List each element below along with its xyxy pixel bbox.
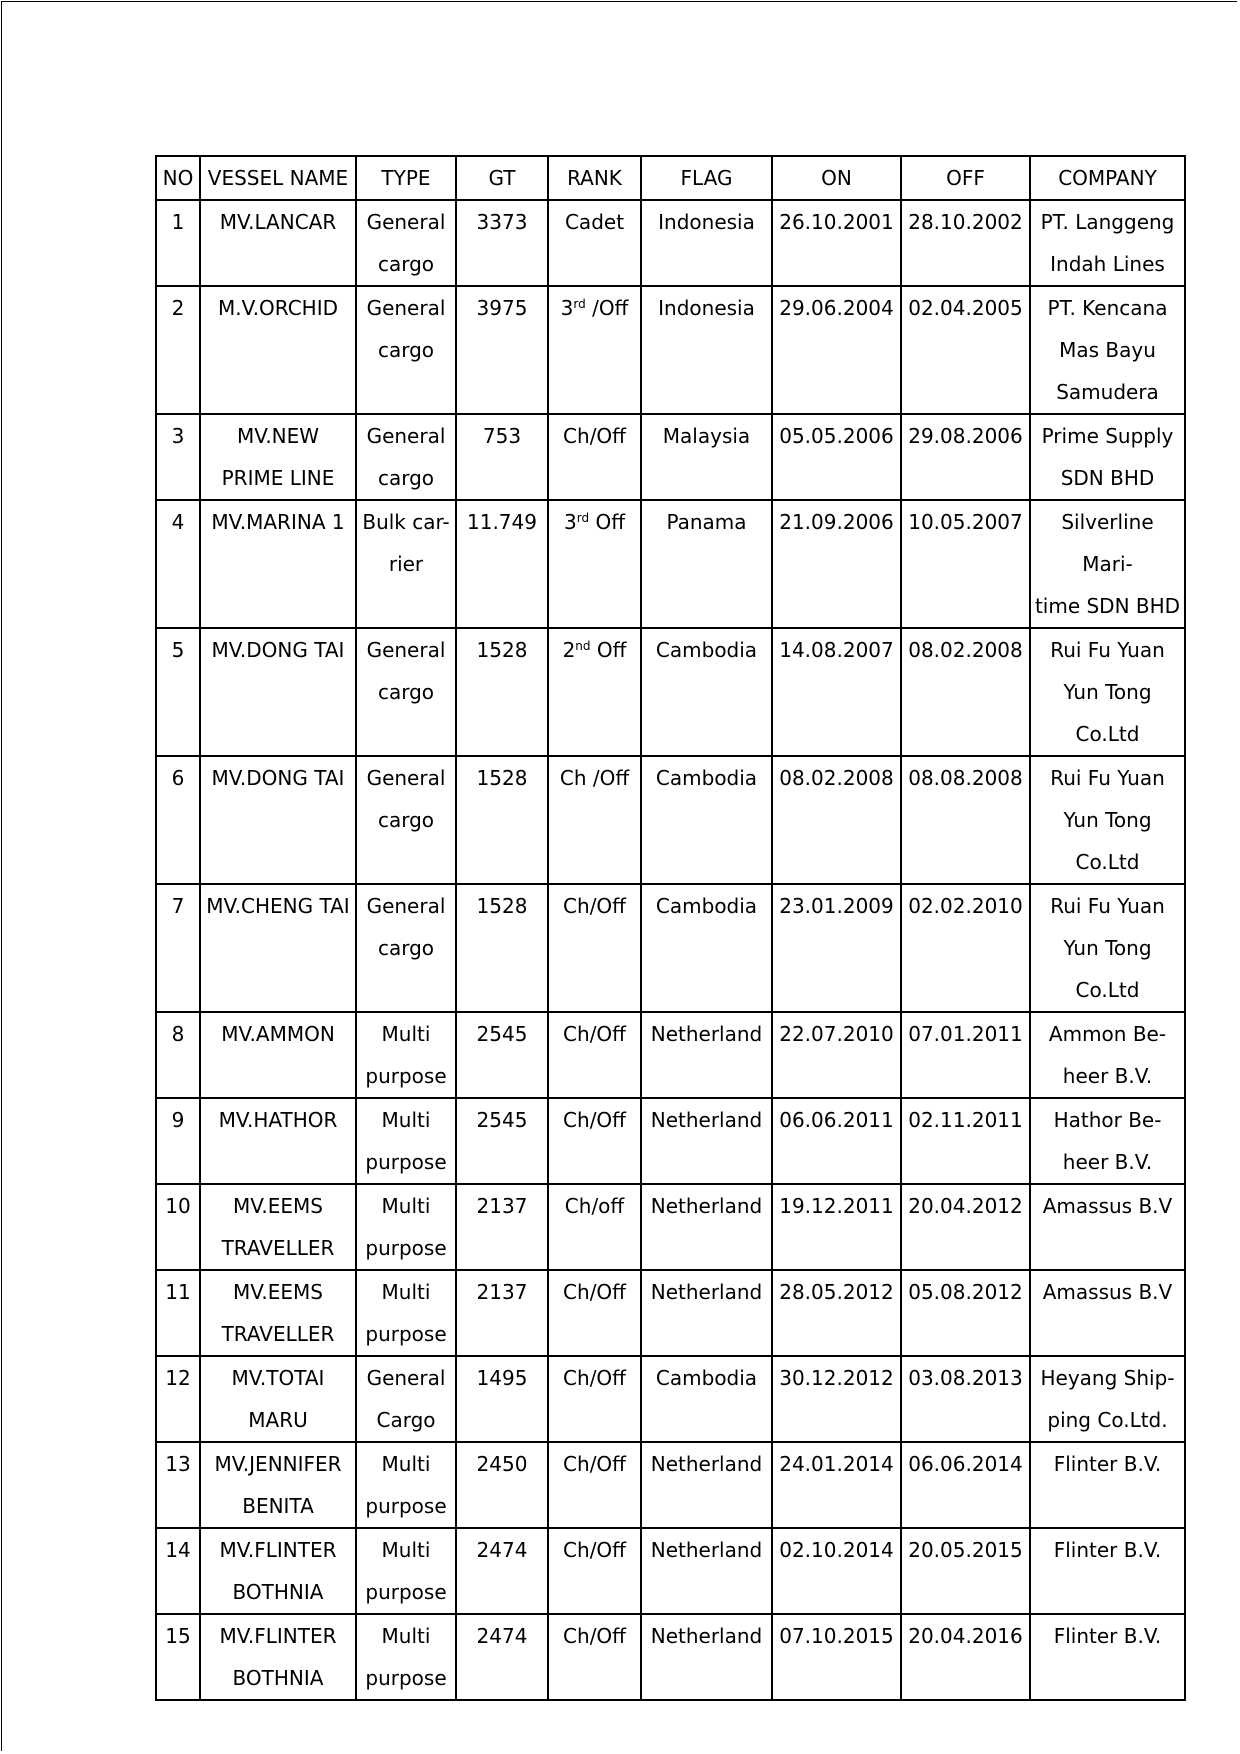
cell-on: 19.12.2011 — [772, 1184, 901, 1270]
cell-company-line: ping Co.Ltd. — [1047, 1408, 1168, 1432]
cell-type-line: General — [366, 296, 446, 320]
cell-on: 23.01.2009 — [772, 884, 901, 1012]
cell-vessel-name-line: MV.NEW — [236, 424, 320, 448]
cell-on: 08.02.2008 — [772, 756, 901, 884]
cell-type-line: Multi — [381, 1022, 431, 1046]
cell-off: 20.04.2016 — [901, 1614, 1030, 1700]
cell-company — [1030, 414, 1185, 500]
table-row — [156, 1098, 1185, 1184]
cell-type-line: purpose — [365, 1150, 447, 1174]
header-flag: FLAG — [641, 156, 772, 200]
cell-no: 2 — [156, 286, 200, 414]
cell-company — [1030, 1528, 1185, 1614]
cell-gt: 11.749 — [456, 500, 548, 628]
cell-flag: Netherland — [641, 1098, 772, 1184]
rank-sup: rd — [576, 511, 590, 525]
rank-pre: Ch/Off — [563, 1108, 626, 1132]
cell-gt: 1495 — [456, 1356, 548, 1442]
cell-company-line: Amassus B.V — [1042, 1280, 1173, 1304]
cell-type-line: Multi — [381, 1452, 431, 1476]
cell-vessel-name-line: BOTHNIA — [232, 1666, 324, 1690]
cell-rank — [548, 1442, 641, 1528]
cell-company-line: Samudera — [1056, 380, 1159, 404]
cell-company-line: Co.Ltd — [1075, 850, 1140, 874]
cell-off: 02.04.2005 — [901, 286, 1030, 414]
cell-type-line: cargo — [377, 252, 435, 276]
cell-company-line: heer B.V. — [1062, 1064, 1153, 1088]
table-row — [156, 414, 1185, 500]
header-off: OFF — [901, 156, 1030, 200]
cell-type — [356, 1614, 456, 1700]
cell-vessel-name-line: MV.EEMS — [233, 1280, 323, 1304]
cell-no: 5 — [156, 628, 200, 756]
cell-type — [356, 1184, 456, 1270]
cell-off: 05.08.2012 — [901, 1270, 1030, 1356]
cell-vessel-name — [200, 1270, 356, 1356]
cell-on: 14.08.2007 — [772, 628, 901, 756]
cell-company-line: Rui Fu Yuan — [1050, 766, 1165, 790]
header-rank: RANK — [548, 156, 641, 200]
cell-vessel-name-line: MV.DONG TAI — [211, 766, 345, 790]
cell-type — [356, 1442, 456, 1528]
cell-vessel-name — [200, 414, 356, 500]
table-row — [156, 1528, 1185, 1614]
cell-company — [1030, 286, 1185, 414]
cell-type — [356, 1270, 456, 1356]
cell-off: 08.02.2008 — [901, 628, 1030, 756]
cell-off: 08.08.2008 — [901, 756, 1030, 884]
cell-vessel-name-line: MV.AMMON — [221, 1022, 335, 1046]
cell-off: 20.04.2012 — [901, 1184, 1030, 1270]
cell-vessel-name-line: MV.FLINTER — [219, 1624, 337, 1648]
cell-gt: 3373 — [456, 200, 548, 286]
cell-off: 20.05.2015 — [901, 1528, 1030, 1614]
cell-type-line: General — [366, 894, 446, 918]
cell-off: 28.10.2002 — [901, 200, 1030, 286]
cell-company-line: Silverline Mari- — [1061, 510, 1154, 576]
cell-vessel-name-line: MV.FLINTER — [219, 1538, 337, 1562]
cell-gt: 2545 — [456, 1012, 548, 1098]
cell-rank — [548, 500, 641, 628]
table-row — [156, 1184, 1185, 1270]
cell-vessel-name-line: MV.MARINA 1 — [211, 510, 345, 534]
cell-company — [1030, 1356, 1185, 1442]
cell-on: 24.01.2014 — [772, 1442, 901, 1528]
cell-vessel-name-line: BOTHNIA — [232, 1580, 324, 1604]
cell-type — [356, 628, 456, 756]
cell-company-line: Ammon Be- — [1048, 1022, 1167, 1046]
cell-type-line: Multi — [381, 1194, 431, 1218]
cell-type — [356, 1098, 456, 1184]
rank-post: /Off — [585, 296, 629, 320]
cell-flag: Cambodia — [641, 1356, 772, 1442]
cell-company — [1030, 756, 1185, 884]
cell-type-line: cargo — [377, 808, 435, 832]
cell-vessel-name — [200, 1614, 356, 1700]
cell-type-line: cargo — [377, 680, 435, 704]
cell-no: 11 — [156, 1270, 200, 1356]
cell-type-line: Multi — [381, 1624, 431, 1648]
cell-vessel-name — [200, 1012, 356, 1098]
cell-no: 12 — [156, 1356, 200, 1442]
rank-pre: Ch/Off — [563, 1022, 626, 1046]
cell-type-line: cargo — [377, 338, 435, 362]
cell-type — [356, 286, 456, 414]
table-row — [156, 756, 1185, 884]
cell-company-line: Rui Fu Yuan — [1050, 894, 1165, 918]
cell-vessel-name — [200, 628, 356, 756]
cell-type-line: purpose — [365, 1666, 447, 1690]
cell-on: 22.07.2010 — [772, 1012, 901, 1098]
cell-off: 10.05.2007 — [901, 500, 1030, 628]
rank-pre: 3 — [560, 296, 574, 320]
cell-vessel-name — [200, 756, 356, 884]
cell-type-line: rier — [388, 552, 424, 576]
cell-company-line: Hathor Be- — [1053, 1108, 1162, 1132]
cell-vessel-name-line: M.V.ORCHID — [217, 296, 339, 320]
cell-type-line: General — [366, 766, 446, 790]
cell-off: 02.11.2011 — [901, 1098, 1030, 1184]
cell-off: 03.08.2013 — [901, 1356, 1030, 1442]
rank-pre: Ch/Off — [563, 894, 626, 918]
cell-company — [1030, 884, 1185, 1012]
cell-company-line: Flinter B.V. — [1053, 1452, 1162, 1476]
cell-type — [356, 756, 456, 884]
cell-gt: 2474 — [456, 1528, 548, 1614]
cell-off: 07.01.2011 — [901, 1012, 1030, 1098]
cell-type-line: Multi — [381, 1280, 431, 1304]
rank-post: Off — [589, 510, 625, 534]
cell-vessel-name — [200, 286, 356, 414]
cell-flag: Cambodia — [641, 884, 772, 1012]
cell-on: 30.12.2012 — [772, 1356, 901, 1442]
cell-no: 1 — [156, 200, 200, 286]
rank-post: Off — [590, 638, 627, 662]
cell-vessel-name — [200, 200, 356, 286]
table-row — [156, 884, 1185, 1012]
cell-type-line: purpose — [365, 1494, 447, 1518]
cell-on: 07.10.2015 — [772, 1614, 901, 1700]
cell-type-line: Multi — [381, 1538, 431, 1562]
table-row — [156, 286, 1185, 414]
cell-on: 05.05.2006 — [772, 414, 901, 500]
cell-flag: Malaysia — [641, 414, 772, 500]
cell-company-line: time SDN BHD — [1034, 594, 1181, 618]
cell-type-line: General — [366, 638, 446, 662]
cell-company-line: Rui Fu Yuan — [1050, 638, 1165, 662]
cell-rank — [548, 1528, 641, 1614]
cell-type — [356, 1356, 456, 1442]
cell-rank — [548, 1184, 641, 1270]
cell-vessel-name — [200, 500, 356, 628]
header-gt: GT — [456, 156, 548, 200]
cell-type-line: General — [366, 210, 446, 234]
cell-no: 6 — [156, 756, 200, 884]
cell-company-line: Yun Tong — [1063, 936, 1152, 960]
cell-company — [1030, 1184, 1185, 1270]
cell-type-line: purpose — [365, 1064, 447, 1088]
rank-pre: Cadet — [564, 210, 625, 234]
cell-company-line: Yun Tong — [1063, 808, 1152, 832]
table-row — [156, 1012, 1185, 1098]
cell-company-line: Yun Tong — [1063, 680, 1152, 704]
cell-company — [1030, 628, 1185, 756]
rank-pre: Ch/Off — [563, 1624, 626, 1648]
cell-no: 4 — [156, 500, 200, 628]
cell-company-line: Prime Supply — [1041, 424, 1174, 448]
cell-type-line: purpose — [365, 1580, 447, 1604]
cell-on: 29.06.2004 — [772, 286, 901, 414]
cell-no: 9 — [156, 1098, 200, 1184]
cell-off: 29.08.2006 — [901, 414, 1030, 500]
rank-pre: Ch /Off — [559, 766, 630, 790]
cell-company — [1030, 1012, 1185, 1098]
table-row — [156, 1442, 1185, 1528]
cell-flag: Indonesia — [641, 286, 772, 414]
cell-company-line: Heyang Ship- — [1040, 1366, 1175, 1390]
cell-company-line: PT. Langgeng — [1040, 210, 1175, 234]
cell-type — [356, 884, 456, 1012]
rank-pre: Ch/Off — [563, 1538, 626, 1562]
cell-type-line: cargo — [377, 466, 435, 490]
table-row — [156, 200, 1185, 286]
cell-flag: Netherland — [641, 1012, 772, 1098]
table-row — [156, 628, 1185, 756]
cell-company — [1030, 1270, 1185, 1356]
cell-gt: 753 — [456, 414, 548, 500]
cell-type-line: Bulk car- — [362, 510, 450, 534]
cell-gt: 2545 — [456, 1098, 548, 1184]
cell-type-line: General — [366, 1366, 446, 1390]
cell-off: 06.06.2014 — [901, 1442, 1030, 1528]
cell-vessel-name — [200, 1184, 356, 1270]
header-type: TYPE — [356, 156, 456, 200]
cell-gt: 3975 — [456, 286, 548, 414]
cell-rank — [548, 756, 641, 884]
cell-company-line: Mas Bayu — [1059, 338, 1156, 362]
cell-no: 8 — [156, 1012, 200, 1098]
rank-pre: Ch/Off — [563, 424, 626, 448]
cell-rank — [548, 884, 641, 1012]
cell-gt: 2474 — [456, 1614, 548, 1700]
cell-company-line: Flinter B.V. — [1053, 1624, 1162, 1648]
cell-vessel-name-line: MV.CHENG TAI — [206, 894, 350, 918]
cell-vessel-name — [200, 1442, 356, 1528]
cell-vessel-name-line: MV.LANCAR — [219, 210, 337, 234]
rank-pre: Ch/Off — [563, 1452, 626, 1476]
cell-type-line: Cargo — [376, 1408, 436, 1432]
cell-rank — [548, 414, 641, 500]
cell-vessel-name-line: MV.EEMS — [233, 1194, 323, 1218]
cell-vessel-name-line: BENITA — [242, 1494, 314, 1518]
cell-company-line: Amassus B.V — [1042, 1194, 1173, 1218]
cell-company — [1030, 200, 1185, 286]
cell-company — [1030, 1442, 1185, 1528]
cell-no: 15 — [156, 1614, 200, 1700]
table-row — [156, 1270, 1185, 1356]
cell-rank — [548, 1012, 641, 1098]
cell-on: 21.09.2006 — [772, 500, 901, 628]
cell-gt: 2137 — [456, 1270, 548, 1356]
cell-flag: Netherland — [641, 1614, 772, 1700]
cell-on: 26.10.2001 — [772, 200, 901, 286]
header-on: ON — [772, 156, 901, 200]
cell-vessel-name-line: MV.TOTAI — [231, 1366, 325, 1390]
sea-service-table — [155, 155, 1186, 1701]
rank-pre: Ch/Off — [563, 1280, 626, 1304]
cell-vessel-name — [200, 884, 356, 1012]
table-row — [156, 1356, 1185, 1442]
cell-type — [356, 200, 456, 286]
cell-flag: Panama — [641, 500, 772, 628]
cell-rank — [548, 1356, 641, 1442]
cell-company-line: Co.Ltd — [1075, 722, 1140, 746]
cell-rank — [548, 1614, 641, 1700]
cell-company-line: Indah Lines — [1050, 252, 1165, 276]
cell-flag: Netherland — [641, 1270, 772, 1356]
cell-company — [1030, 1098, 1185, 1184]
cell-type-line: purpose — [365, 1236, 447, 1260]
cell-on: 06.06.2011 — [772, 1098, 901, 1184]
cell-vessel-name — [200, 1528, 356, 1614]
cell-vessel-name-line: MV.JENNIFER — [214, 1452, 342, 1476]
cell-type-line: cargo — [377, 936, 435, 960]
cell-flag: Cambodia — [641, 756, 772, 884]
cell-on: 02.10.2014 — [772, 1528, 901, 1614]
cell-vessel-name-line: TRAVELLER — [221, 1236, 335, 1260]
cell-type-line: purpose — [365, 1322, 447, 1346]
cell-vessel-name-line: PRIME LINE — [221, 466, 335, 490]
cell-vessel-name-line: MV.HATHOR — [218, 1108, 338, 1132]
cell-no: 13 — [156, 1442, 200, 1528]
table-row — [156, 1614, 1185, 1700]
cell-rank — [548, 1270, 641, 1356]
rank-pre: Ch/off — [564, 1194, 625, 1218]
cell-flag: Indonesia — [641, 200, 772, 286]
rank-pre: 3 — [564, 510, 577, 534]
cell-flag: Netherland — [641, 1442, 772, 1528]
cell-rank — [548, 1098, 641, 1184]
rank-sup: rd — [573, 297, 586, 311]
cell-gt: 1528 — [456, 756, 548, 884]
cell-off: 02.02.2010 — [901, 884, 1030, 1012]
cell-vessel-name-line: MARU — [248, 1408, 308, 1432]
cell-company-line: PT. Kencana — [1047, 296, 1168, 320]
cell-vessel-name-line: TRAVELLER — [221, 1322, 335, 1346]
cell-type — [356, 500, 456, 628]
cell-rank — [548, 628, 641, 756]
rank-pre: Ch/Off — [563, 1366, 626, 1390]
cell-company — [1030, 500, 1185, 628]
cell-no: 3 — [156, 414, 200, 500]
cell-rank — [548, 200, 641, 286]
cell-gt: 2450 — [456, 1442, 548, 1528]
cell-no: 10 — [156, 1184, 200, 1270]
cell-gt: 2137 — [456, 1184, 548, 1270]
header-company: COMPANY — [1030, 156, 1185, 200]
cell-company-line: Co.Ltd — [1075, 978, 1140, 1002]
cell-company-line: Flinter B.V. — [1053, 1538, 1162, 1562]
header-vessel-name: VESSEL NAME — [200, 156, 356, 200]
header-row — [156, 156, 1185, 200]
cell-vessel-name-line: MV.DONG TAI — [211, 638, 345, 662]
rank-sup: nd — [575, 639, 591, 653]
cell-no: 7 — [156, 884, 200, 1012]
cell-type-line: General — [366, 424, 446, 448]
rank-pre: 2 — [562, 638, 576, 662]
cell-flag: Netherland — [641, 1184, 772, 1270]
cell-type — [356, 1012, 456, 1098]
cell-company-line: heer B.V. — [1062, 1150, 1153, 1174]
cell-rank — [548, 286, 641, 414]
table-body — [156, 200, 1185, 1700]
cell-no: 14 — [156, 1528, 200, 1614]
header-no: NO — [156, 156, 200, 200]
cell-type — [356, 1528, 456, 1614]
cell-flag: Cambodia — [641, 628, 772, 756]
cell-company-line: SDN BHD — [1060, 466, 1155, 490]
cell-company — [1030, 1614, 1185, 1700]
cell-gt: 1528 — [456, 884, 548, 1012]
cell-vessel-name — [200, 1356, 356, 1442]
cell-type-line: Multi — [381, 1108, 431, 1132]
cell-gt: 1528 — [456, 628, 548, 756]
cell-flag: Netherland — [641, 1528, 772, 1614]
cell-type — [356, 414, 456, 500]
cell-vessel-name — [200, 1098, 356, 1184]
cell-on: 28.05.2012 — [772, 1270, 901, 1356]
table-row — [156, 500, 1185, 628]
